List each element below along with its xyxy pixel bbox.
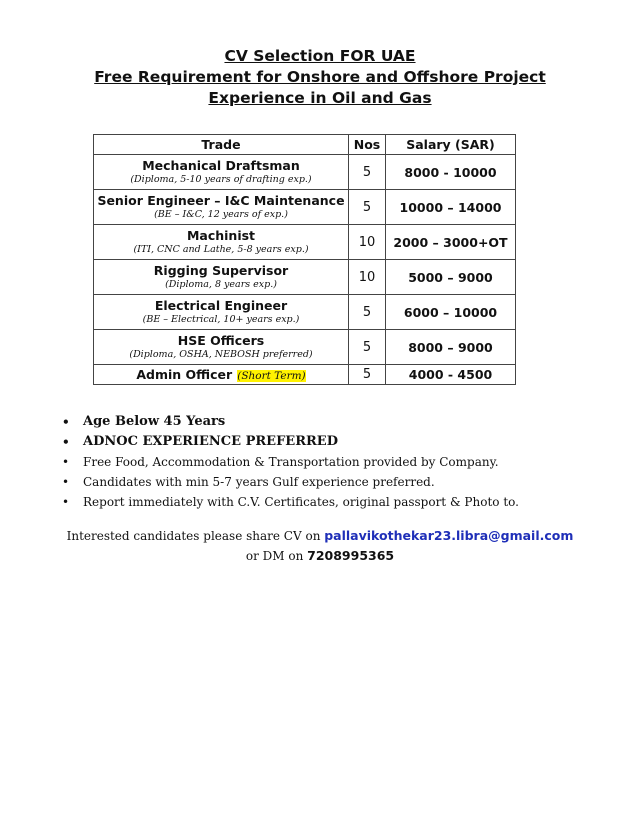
title-block [0, 46, 640, 109]
header-salary: Salary (SAR) [386, 135, 516, 155]
role-detail: (BE – I&C, 12 years of exp.) [154, 208, 288, 220]
role-detail: (Diploma, 8 years exp.) [165, 278, 277, 290]
bullet-text: Candidates with min 5-7 years Gulf experience preferred. [83, 475, 435, 489]
header-trade: Trade [94, 135, 349, 155]
role-name: Senior Engineer – I&C Maintenance [97, 192, 345, 208]
list-item [58, 412, 618, 432]
bullet-icon: • [62, 475, 70, 489]
table-row [94, 295, 516, 330]
contact-block [0, 526, 640, 566]
bullet-icon: • [62, 455, 70, 469]
trade-cell [94, 330, 349, 365]
requirements-list [58, 412, 618, 512]
role-detail: (ITI, CNC and Lathe, 5-8 years exp.) [133, 243, 309, 255]
trade-cell [94, 225, 349, 260]
role-name: Electrical Engineer [154, 297, 288, 313]
bullet-icon: • [62, 495, 70, 509]
short-term-highlight: (Short Term) [237, 369, 306, 382]
email-link[interactable]: pallavikothekar23.libra@gmail.com [324, 528, 574, 543]
role-name: HSE Officers [177, 332, 265, 348]
trade-cell [94, 190, 349, 225]
salary-cell: 4000 - 4500 [386, 365, 516, 385]
bullet-text: Report immediately with C.V. Certificates, original passport & Photo to. [83, 495, 519, 509]
list-item [58, 432, 618, 452]
salary-cell: 8000 - 10000 [386, 155, 516, 190]
table-row [94, 330, 516, 365]
jobs-table [93, 134, 516, 385]
list-item [58, 472, 618, 492]
role-name: Machinist [186, 227, 256, 243]
list-item [58, 492, 618, 512]
trade-cell [94, 155, 349, 190]
salary-cell: 2000 – 3000+OT [386, 225, 516, 260]
contact-prefix: Interested candidates please share CV on [66, 529, 325, 543]
role-detail: (Diploma, OSHA, NEBOSH preferred) [129, 348, 313, 360]
title-requirement: Free Requirement for Onshore and Offshore Project [94, 68, 546, 86]
phone-number[interactable]: 7208995365 [307, 548, 395, 563]
contact-line-1 [0, 526, 640, 546]
table-row [94, 260, 516, 295]
table-row [94, 190, 516, 225]
trade-cell [94, 260, 349, 295]
table-row [94, 365, 516, 385]
salary-cell: 10000 – 14000 [386, 190, 516, 225]
role-detail: (Diploma, 5-10 years of drafting exp.) [130, 173, 312, 185]
list-item [58, 452, 618, 472]
contact-line-2 [0, 546, 640, 566]
salary-cell: 6000 – 10000 [386, 295, 516, 330]
nos-cell: 10 [349, 260, 386, 295]
nos-cell: 5 [349, 190, 386, 225]
bullet-text: Age Below 45 Years [83, 414, 226, 429]
table-row [94, 155, 516, 190]
nos-cell: 5 [349, 330, 386, 365]
title-experience: Experience in Oil and Gas [208, 89, 432, 107]
trade-cell [94, 295, 349, 330]
nos-cell: 10 [349, 225, 386, 260]
role-detail: (BE – Electrical, 10+ years exp.) [142, 313, 300, 325]
role-name: Mechanical Draftsman [142, 157, 300, 173]
nos-cell: 5 [349, 295, 386, 330]
trade-cell [94, 365, 349, 385]
header-nos: Nos [349, 135, 386, 155]
table-header-row [94, 135, 516, 155]
bullet-icon: • [62, 415, 70, 429]
dm-prefix: or DM on [245, 549, 308, 563]
table-row [94, 225, 516, 260]
bullet-icon: • [62, 435, 70, 449]
bullet-text: Free Food, Accommodation & Transportation provided by Company. [83, 455, 499, 469]
role-name: Admin Officer [136, 366, 233, 382]
nos-cell: 5 [349, 365, 386, 385]
salary-cell: 8000 – 9000 [386, 330, 516, 365]
title-cv-selection: CV Selection FOR UAE [224, 47, 416, 65]
role-name: Rigging Supervisor [153, 262, 289, 278]
nos-cell: 5 [349, 155, 386, 190]
salary-cell: 5000 – 9000 [386, 260, 516, 295]
bullet-text: ADNOC EXPERIENCE PREFERRED [83, 434, 338, 449]
